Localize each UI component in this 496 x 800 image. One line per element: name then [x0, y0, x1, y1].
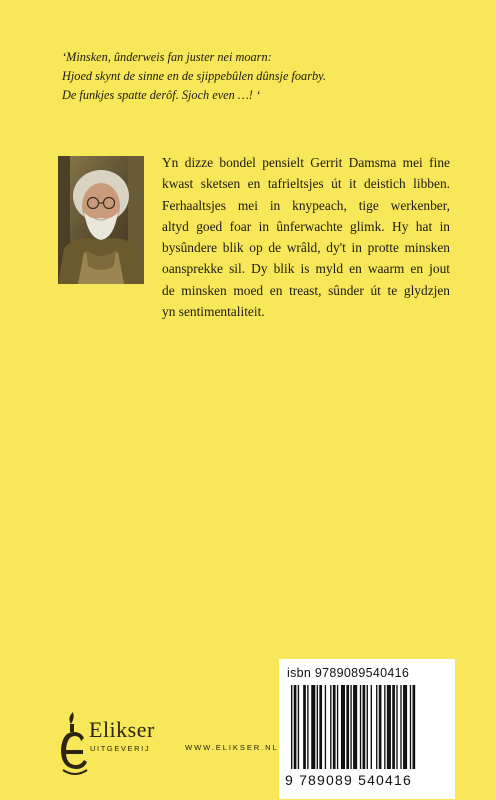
publisher-logo: [57, 708, 157, 778]
flame-e-icon: [57, 708, 93, 778]
barcode-bar: [346, 685, 349, 769]
barcode-bar: [307, 685, 308, 769]
publisher-website: WWW.ELIKSER.NL: [185, 743, 279, 752]
barcode-bar: [400, 685, 401, 769]
barcode-bar: [392, 685, 395, 769]
barcode-bar: [333, 685, 336, 769]
back-cover-quote: [62, 48, 462, 105]
barcode-bar: [325, 685, 326, 769]
barcode-bar: [360, 685, 361, 769]
quote-line: De funkjes spatte derôf. Sjoch even …! ‘: [62, 88, 261, 102]
barcode-bar: [363, 685, 366, 769]
description-line: kwast sketsen en tafrieltsjes út it deistich libben.: [162, 176, 450, 192]
barcode-bar: [294, 685, 297, 769]
barcode-bar: [341, 685, 345, 769]
isbn-barcode: [279, 659, 455, 799]
barcode-bar: [379, 685, 382, 769]
description-line: Ferhaaltsjes mei in knypeach, tige werkenber,: [162, 197, 450, 213]
barcode-bar: [330, 685, 331, 769]
barcode-bar: [403, 685, 407, 769]
barcode-bar: [311, 685, 315, 769]
barcode-bar: [376, 685, 377, 769]
barcode-bar: [384, 685, 385, 769]
barcode-bar: [291, 685, 292, 769]
barcode-bar: [319, 685, 322, 769]
barcode-bar: [367, 685, 368, 769]
isbn-label: isbn 9789089540416: [287, 666, 410, 680]
quote-line: Hjoed skynt de sinne en de sjippebûlen dûnsje foarby.: [62, 69, 326, 83]
publisher-subtitle: UITGEVERIJ: [90, 744, 151, 753]
barcode-bar: [350, 685, 351, 769]
barcode-bar: [337, 685, 338, 769]
description-line: altyd goed foar in ûnferwachte glimk. Hy hat in: [162, 218, 450, 234]
barcode-digits: 9 789089 540416: [285, 772, 412, 788]
barcode-bar: [387, 685, 391, 769]
description-line: bysûndere blik op de wrâld, dy't in protte minsken: [162, 240, 450, 256]
barcode-bar: [353, 685, 357, 769]
description-line: Yn dizze bondel pensielt Gerrit Damsma mei fine: [162, 155, 450, 170]
barcode-bar: [371, 685, 372, 769]
publisher-name: Elikser: [89, 717, 155, 742]
description-line: yn sentimentaliteit.: [162, 304, 265, 320]
description-line: de minsken moed en treast, sûnder út te glydzjen: [162, 282, 450, 298]
barcode-bar: [410, 685, 411, 769]
barcode-bar: [413, 685, 416, 769]
book-description: [162, 152, 450, 322]
description-line: oansprekke sil. Dy blik is myld en waarm en jout: [162, 261, 450, 277]
barcode-bar: [396, 685, 397, 769]
barcode-bar: [298, 685, 299, 769]
author-photo: [58, 156, 144, 284]
barcode-bar: [317, 685, 318, 769]
quote-line: ‘Minsken, ûnderweis fan juster nei moarn:: [62, 50, 272, 64]
barcode-bar: [303, 685, 306, 769]
